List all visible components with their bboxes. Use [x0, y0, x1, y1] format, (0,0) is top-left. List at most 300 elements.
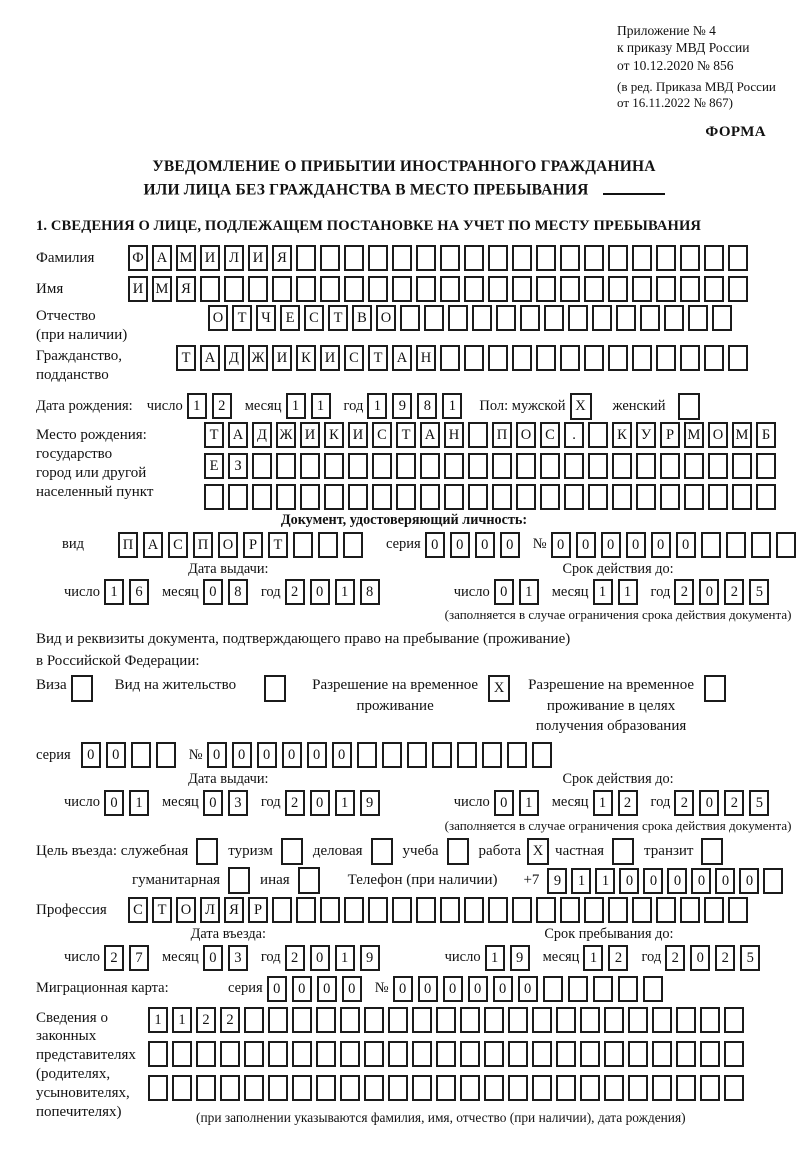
form-cell[interactable] [680, 897, 700, 923]
form-cell[interactable]: 5 [740, 945, 760, 971]
form-cell[interactable] [268, 1007, 288, 1033]
form-cell[interactable] [580, 1007, 600, 1033]
form-cell[interactable] [728, 897, 748, 923]
form-cell[interactable] [608, 345, 628, 371]
form-cell[interactable] [756, 453, 776, 479]
form-cell[interactable] [318, 532, 338, 558]
form-cell[interactable]: 2 [724, 579, 744, 605]
form-cell[interactable] [484, 1075, 504, 1101]
form-cell[interactable]: Д [224, 345, 244, 371]
form-cell[interactable]: И [272, 345, 292, 371]
form-cell[interactable] [156, 742, 176, 768]
form-cell[interactable]: 0 [317, 976, 337, 1002]
form-cell[interactable]: 1 [593, 790, 613, 816]
form-cell[interactable]: 1 [335, 790, 355, 816]
form-cell[interactable] [492, 484, 512, 510]
form-cell[interactable]: 0 [651, 532, 671, 558]
form-cell[interactable]: 1 [104, 579, 124, 605]
form-cell[interactable]: П [492, 422, 512, 448]
form-cell[interactable] [496, 305, 516, 331]
form-cell[interactable] [604, 1075, 624, 1101]
form-cell[interactable] [396, 453, 416, 479]
form-cell[interactable] [588, 453, 608, 479]
form-cell[interactable]: 6 [129, 579, 149, 605]
form-cell[interactable]: Т [268, 532, 288, 558]
form-cell[interactable] [320, 276, 340, 302]
form-cell[interactable] [660, 453, 680, 479]
form-cell[interactable]: И [320, 345, 340, 371]
form-cell[interactable]: 1 [187, 393, 207, 419]
form-cell[interactable] [196, 1041, 216, 1067]
form-cell[interactable]: 7 [129, 945, 149, 971]
form-cell[interactable] [612, 484, 632, 510]
form-cell[interactable] [252, 484, 272, 510]
form-cell[interactable] [632, 245, 652, 271]
form-cell[interactable]: 0 [203, 579, 223, 605]
form-cell[interactable] [636, 453, 656, 479]
form-cell[interactable]: 0 [106, 742, 126, 768]
form-cell[interactable] [392, 897, 412, 923]
form-cell[interactable]: 9 [510, 945, 530, 971]
form-cell[interactable]: С [372, 422, 392, 448]
form-cell[interactable]: 0 [307, 742, 327, 768]
form-cell[interactable] [364, 1007, 384, 1033]
form-cell[interactable]: Т [232, 305, 252, 331]
form-cell[interactable]: 5 [749, 790, 769, 816]
form-cell[interactable]: 2 [608, 945, 628, 971]
form-cell[interactable]: С [168, 532, 188, 558]
form-cell[interactable] [724, 1075, 744, 1101]
form-cell[interactable]: Н [444, 422, 464, 448]
form-cell[interactable] [244, 1075, 264, 1101]
form-cell[interactable] [763, 868, 783, 894]
form-cell[interactable]: 0 [551, 532, 571, 558]
form-cell[interactable] [507, 742, 527, 768]
form-cell[interactable] [400, 305, 420, 331]
form-cell[interactable] [368, 897, 388, 923]
form-cell[interactable] [592, 305, 612, 331]
form-cell[interactable] [520, 305, 540, 331]
form-cell[interactable]: Т [328, 305, 348, 331]
form-cell[interactable] [708, 484, 728, 510]
form-cell[interactable] [412, 1007, 432, 1033]
form-cell[interactable] [320, 245, 340, 271]
form-cell[interactable] [416, 897, 436, 923]
form-cell[interactable] [148, 1041, 168, 1067]
form-cell[interactable] [512, 245, 532, 271]
form-cell[interactable]: 0 [342, 976, 362, 1002]
form-cell[interactable] [540, 453, 560, 479]
form-cell[interactable]: 2 [285, 790, 305, 816]
form-cell[interactable] [228, 867, 250, 894]
form-cell[interactable] [364, 1041, 384, 1067]
form-cell[interactable] [640, 305, 660, 331]
form-cell[interactable] [420, 484, 440, 510]
form-cell[interactable]: 0 [667, 868, 687, 894]
form-cell[interactable] [268, 1075, 288, 1101]
form-cell[interactable] [447, 838, 469, 865]
form-cell[interactable]: Р [248, 897, 268, 923]
form-cell[interactable] [416, 276, 436, 302]
form-cell[interactable]: С [344, 345, 364, 371]
form-cell[interactable] [281, 838, 303, 865]
form-cell[interactable]: Т [152, 897, 172, 923]
form-cell[interactable]: Б [756, 422, 776, 448]
form-cell[interactable] [632, 897, 652, 923]
form-cell[interactable] [560, 345, 580, 371]
form-cell[interactable]: А [200, 345, 220, 371]
form-cell[interactable]: 0 [310, 945, 330, 971]
form-cell[interactable]: Т [396, 422, 416, 448]
form-cell[interactable] [680, 345, 700, 371]
form-cell[interactable] [660, 484, 680, 510]
form-cell[interactable]: 0 [450, 532, 470, 558]
form-cell[interactable] [460, 1007, 480, 1033]
form-cell[interactable]: Ж [248, 345, 268, 371]
form-cell[interactable]: О [208, 305, 228, 331]
form-cell[interactable] [220, 1075, 240, 1101]
form-cell[interactable]: Н [416, 345, 436, 371]
form-cell[interactable] [636, 484, 656, 510]
form-cell[interactable] [512, 345, 532, 371]
form-cell[interactable]: 2 [220, 1007, 240, 1033]
form-cell[interactable] [684, 453, 704, 479]
form-cell[interactable]: 1 [367, 393, 387, 419]
form-cell[interactable] [388, 1075, 408, 1101]
form-cell[interactable]: 8 [228, 579, 248, 605]
form-cell[interactable] [448, 305, 468, 331]
form-cell[interactable] [700, 1075, 720, 1101]
form-cell[interactable] [296, 245, 316, 271]
form-cell[interactable]: 2 [196, 1007, 216, 1033]
form-cell[interactable]: X [527, 838, 549, 865]
form-cell[interactable]: 1 [583, 945, 603, 971]
form-cell[interactable]: 1 [618, 579, 638, 605]
form-cell[interactable] [676, 1075, 696, 1101]
form-cell[interactable] [324, 453, 344, 479]
form-cell[interactable]: О [516, 422, 536, 448]
form-cell[interactable] [368, 245, 388, 271]
form-cell[interactable] [724, 1007, 744, 1033]
form-cell[interactable] [708, 453, 728, 479]
form-cell[interactable]: 0 [699, 579, 719, 605]
form-cell[interactable] [292, 1075, 312, 1101]
form-cell[interactable]: Т [176, 345, 196, 371]
form-cell[interactable] [172, 1075, 192, 1101]
form-cell[interactable]: 1 [148, 1007, 168, 1033]
form-cell[interactable] [200, 276, 220, 302]
form-cell[interactable] [560, 897, 580, 923]
form-cell[interactable] [444, 484, 464, 510]
form-cell[interactable] [540, 484, 560, 510]
form-cell[interactable]: 2 [724, 790, 744, 816]
form-cell[interactable] [726, 532, 746, 558]
form-cell[interactable]: 1 [519, 579, 539, 605]
form-cell[interactable]: 9 [392, 393, 412, 419]
form-cell[interactable] [536, 897, 556, 923]
form-cell[interactable]: 2 [674, 790, 694, 816]
form-cell[interactable]: 0 [494, 790, 514, 816]
form-cell[interactable] [560, 276, 580, 302]
form-cell[interactable]: А [152, 245, 172, 271]
form-cell[interactable]: И [248, 245, 268, 271]
form-cell[interactable]: 1 [129, 790, 149, 816]
form-cell[interactable] [580, 1041, 600, 1067]
form-cell[interactable] [368, 276, 388, 302]
form-cell[interactable]: 0 [475, 532, 495, 558]
form-cell[interactable] [604, 1041, 624, 1067]
form-cell[interactable]: 0 [282, 742, 302, 768]
form-cell[interactable]: М [732, 422, 752, 448]
form-cell[interactable] [632, 345, 652, 371]
form-cell[interactable] [412, 1075, 432, 1101]
form-cell[interactable]: 0 [643, 868, 663, 894]
form-cell[interactable]: Т [368, 345, 388, 371]
form-cell[interactable] [612, 453, 632, 479]
form-cell[interactable] [536, 345, 556, 371]
form-cell[interactable] [392, 245, 412, 271]
form-cell[interactable]: 0 [425, 532, 445, 558]
form-cell[interactable] [516, 484, 536, 510]
form-cell[interactable]: 0 [310, 579, 330, 605]
form-cell[interactable] [564, 484, 584, 510]
form-cell[interactable] [440, 345, 460, 371]
form-cell[interactable]: 8 [417, 393, 437, 419]
form-cell[interactable] [701, 838, 723, 865]
form-cell[interactable] [543, 976, 563, 1002]
form-cell[interactable]: К [612, 422, 632, 448]
form-cell[interactable] [276, 484, 296, 510]
form-cell[interactable]: Е [280, 305, 300, 331]
form-cell[interactable] [512, 276, 532, 302]
form-cell[interactable] [628, 1007, 648, 1033]
form-cell[interactable]: П [193, 532, 213, 558]
form-cell[interactable] [656, 897, 676, 923]
form-cell[interactable]: 1 [485, 945, 505, 971]
form-cell[interactable]: 3 [228, 945, 248, 971]
form-cell[interactable]: А [392, 345, 412, 371]
form-cell[interactable]: 9 [360, 790, 380, 816]
form-cell[interactable]: 0 [207, 742, 227, 768]
form-cell[interactable] [756, 484, 776, 510]
form-cell[interactable] [628, 1041, 648, 1067]
form-cell[interactable] [688, 305, 708, 331]
form-cell[interactable]: 0 [232, 742, 252, 768]
form-cell[interactable] [382, 742, 402, 768]
form-cell[interactable] [536, 245, 556, 271]
form-cell[interactable]: О [218, 532, 238, 558]
form-cell[interactable]: 3 [228, 790, 248, 816]
form-cell[interactable]: 0 [699, 790, 719, 816]
form-cell[interactable]: Р [660, 422, 680, 448]
form-cell[interactable] [204, 484, 224, 510]
form-cell[interactable]: 9 [360, 945, 380, 971]
form-cell[interactable]: 0 [203, 790, 223, 816]
form-cell[interactable]: С [128, 897, 148, 923]
form-cell[interactable]: 1 [335, 945, 355, 971]
form-cell[interactable]: 1 [286, 393, 306, 419]
form-cell[interactable] [580, 1075, 600, 1101]
form-cell[interactable]: 2 [618, 790, 638, 816]
form-cell[interactable] [700, 1007, 720, 1033]
form-cell[interactable] [296, 897, 316, 923]
form-cell[interactable]: В [352, 305, 372, 331]
form-cell[interactable]: 1 [593, 579, 613, 605]
form-cell[interactable]: К [324, 422, 344, 448]
form-cell[interactable] [484, 1041, 504, 1067]
form-cell[interactable]: 0 [443, 976, 463, 1002]
form-cell[interactable]: А [143, 532, 163, 558]
form-cell[interactable]: 2 [212, 393, 232, 419]
form-cell[interactable] [712, 305, 732, 331]
form-cell[interactable] [172, 1041, 192, 1067]
form-cell[interactable] [700, 1041, 720, 1067]
form-cell[interactable]: 0 [257, 742, 277, 768]
form-cell[interactable] [464, 897, 484, 923]
form-cell[interactable]: О [708, 422, 728, 448]
form-cell[interactable] [460, 1041, 480, 1067]
form-cell[interactable]: Д [252, 422, 272, 448]
form-cell[interactable]: 9 [547, 868, 567, 894]
form-cell[interactable] [388, 1007, 408, 1033]
form-cell[interactable]: Ч [256, 305, 276, 331]
form-cell[interactable]: 2 [674, 579, 694, 605]
form-cell[interactable]: Л [224, 245, 244, 271]
form-cell[interactable]: 0 [332, 742, 352, 768]
form-cell[interactable] [416, 245, 436, 271]
form-cell[interactable]: 0 [619, 868, 639, 894]
form-cell[interactable] [364, 1075, 384, 1101]
form-cell[interactable]: 0 [393, 976, 413, 1002]
form-cell[interactable] [196, 1075, 216, 1101]
form-cell[interactable] [468, 453, 488, 479]
form-cell[interactable] [343, 532, 363, 558]
form-cell[interactable] [340, 1007, 360, 1033]
form-cell[interactable] [420, 453, 440, 479]
form-cell[interactable] [244, 1041, 264, 1067]
form-cell[interactable] [704, 675, 726, 702]
form-cell[interactable] [300, 484, 320, 510]
form-cell[interactable] [488, 345, 508, 371]
form-cell[interactable]: 0 [104, 790, 124, 816]
form-cell[interactable] [348, 484, 368, 510]
form-cell[interactable] [296, 276, 316, 302]
form-cell[interactable]: 1 [335, 579, 355, 605]
form-cell[interactable]: П [118, 532, 138, 558]
form-cell[interactable] [316, 1075, 336, 1101]
form-cell[interactable] [268, 1041, 288, 1067]
form-cell[interactable] [632, 276, 652, 302]
form-cell[interactable] [464, 245, 484, 271]
form-cell[interactable]: 0 [676, 532, 696, 558]
form-cell[interactable]: Т [204, 422, 224, 448]
form-cell[interactable]: Ж [276, 422, 296, 448]
form-cell[interactable] [678, 393, 700, 420]
form-cell[interactable] [544, 305, 564, 331]
form-cell[interactable] [340, 1075, 360, 1101]
form-cell[interactable] [608, 897, 628, 923]
form-cell[interactable]: 5 [749, 579, 769, 605]
form-cell[interactable] [220, 1041, 240, 1067]
form-cell[interactable] [536, 276, 556, 302]
form-cell[interactable] [704, 345, 724, 371]
form-cell[interactable] [348, 453, 368, 479]
form-cell[interactable] [316, 1041, 336, 1067]
form-cell[interactable] [460, 1075, 480, 1101]
form-cell[interactable] [584, 245, 604, 271]
form-cell[interactable] [684, 484, 704, 510]
form-cell[interactable] [676, 1007, 696, 1033]
form-cell[interactable]: 0 [203, 945, 223, 971]
form-cell[interactable]: 2 [665, 945, 685, 971]
form-cell[interactable] [482, 742, 502, 768]
form-cell[interactable] [412, 1041, 432, 1067]
form-cell[interactable]: И [348, 422, 368, 448]
form-cell[interactable] [457, 742, 477, 768]
form-cell[interactable] [512, 897, 532, 923]
form-cell[interactable]: 1 [442, 393, 462, 419]
form-cell[interactable] [604, 1007, 624, 1033]
form-cell[interactable]: К [296, 345, 316, 371]
form-cell[interactable] [492, 453, 512, 479]
form-cell[interactable] [444, 453, 464, 479]
form-cell[interactable]: 0 [626, 532, 646, 558]
form-cell[interactable] [556, 1075, 576, 1101]
form-cell[interactable]: X [488, 675, 510, 702]
form-cell[interactable] [440, 897, 460, 923]
form-cell[interactable] [244, 1007, 264, 1033]
form-cell[interactable] [344, 897, 364, 923]
form-cell[interactable] [593, 976, 613, 1002]
form-cell[interactable] [248, 276, 268, 302]
form-cell[interactable] [488, 897, 508, 923]
form-cell[interactable] [432, 742, 452, 768]
form-cell[interactable]: Е [204, 453, 224, 479]
form-cell[interactable]: М [152, 276, 172, 302]
form-cell[interactable]: 0 [691, 868, 711, 894]
form-cell[interactable] [584, 897, 604, 923]
form-cell[interactable]: 1 [311, 393, 331, 419]
form-cell[interactable]: . [564, 422, 584, 448]
form-cell[interactable]: 1 [519, 790, 539, 816]
form-cell[interactable] [292, 1041, 312, 1067]
form-cell[interactable] [372, 453, 392, 479]
form-cell[interactable] [293, 532, 313, 558]
form-cell[interactable] [616, 305, 636, 331]
form-cell[interactable]: 0 [601, 532, 621, 558]
form-cell[interactable] [588, 422, 608, 448]
form-cell[interactable]: 8 [360, 579, 380, 605]
form-cell[interactable] [440, 276, 460, 302]
form-cell[interactable]: А [420, 422, 440, 448]
form-cell[interactable] [292, 1007, 312, 1033]
form-cell[interactable] [484, 1007, 504, 1033]
form-cell[interactable] [732, 453, 752, 479]
form-cell[interactable] [371, 838, 393, 865]
form-cell[interactable] [556, 1041, 576, 1067]
form-cell[interactable] [560, 245, 580, 271]
form-cell[interactable]: 2 [285, 945, 305, 971]
form-cell[interactable]: 0 [81, 742, 101, 768]
form-cell[interactable] [396, 484, 416, 510]
form-cell[interactable] [316, 1007, 336, 1033]
form-cell[interactable] [656, 276, 676, 302]
form-cell[interactable] [704, 245, 724, 271]
form-cell[interactable] [568, 305, 588, 331]
form-cell[interactable]: 0 [267, 976, 287, 1002]
form-cell[interactable] [224, 276, 244, 302]
form-cell[interactable]: 2 [104, 945, 124, 971]
